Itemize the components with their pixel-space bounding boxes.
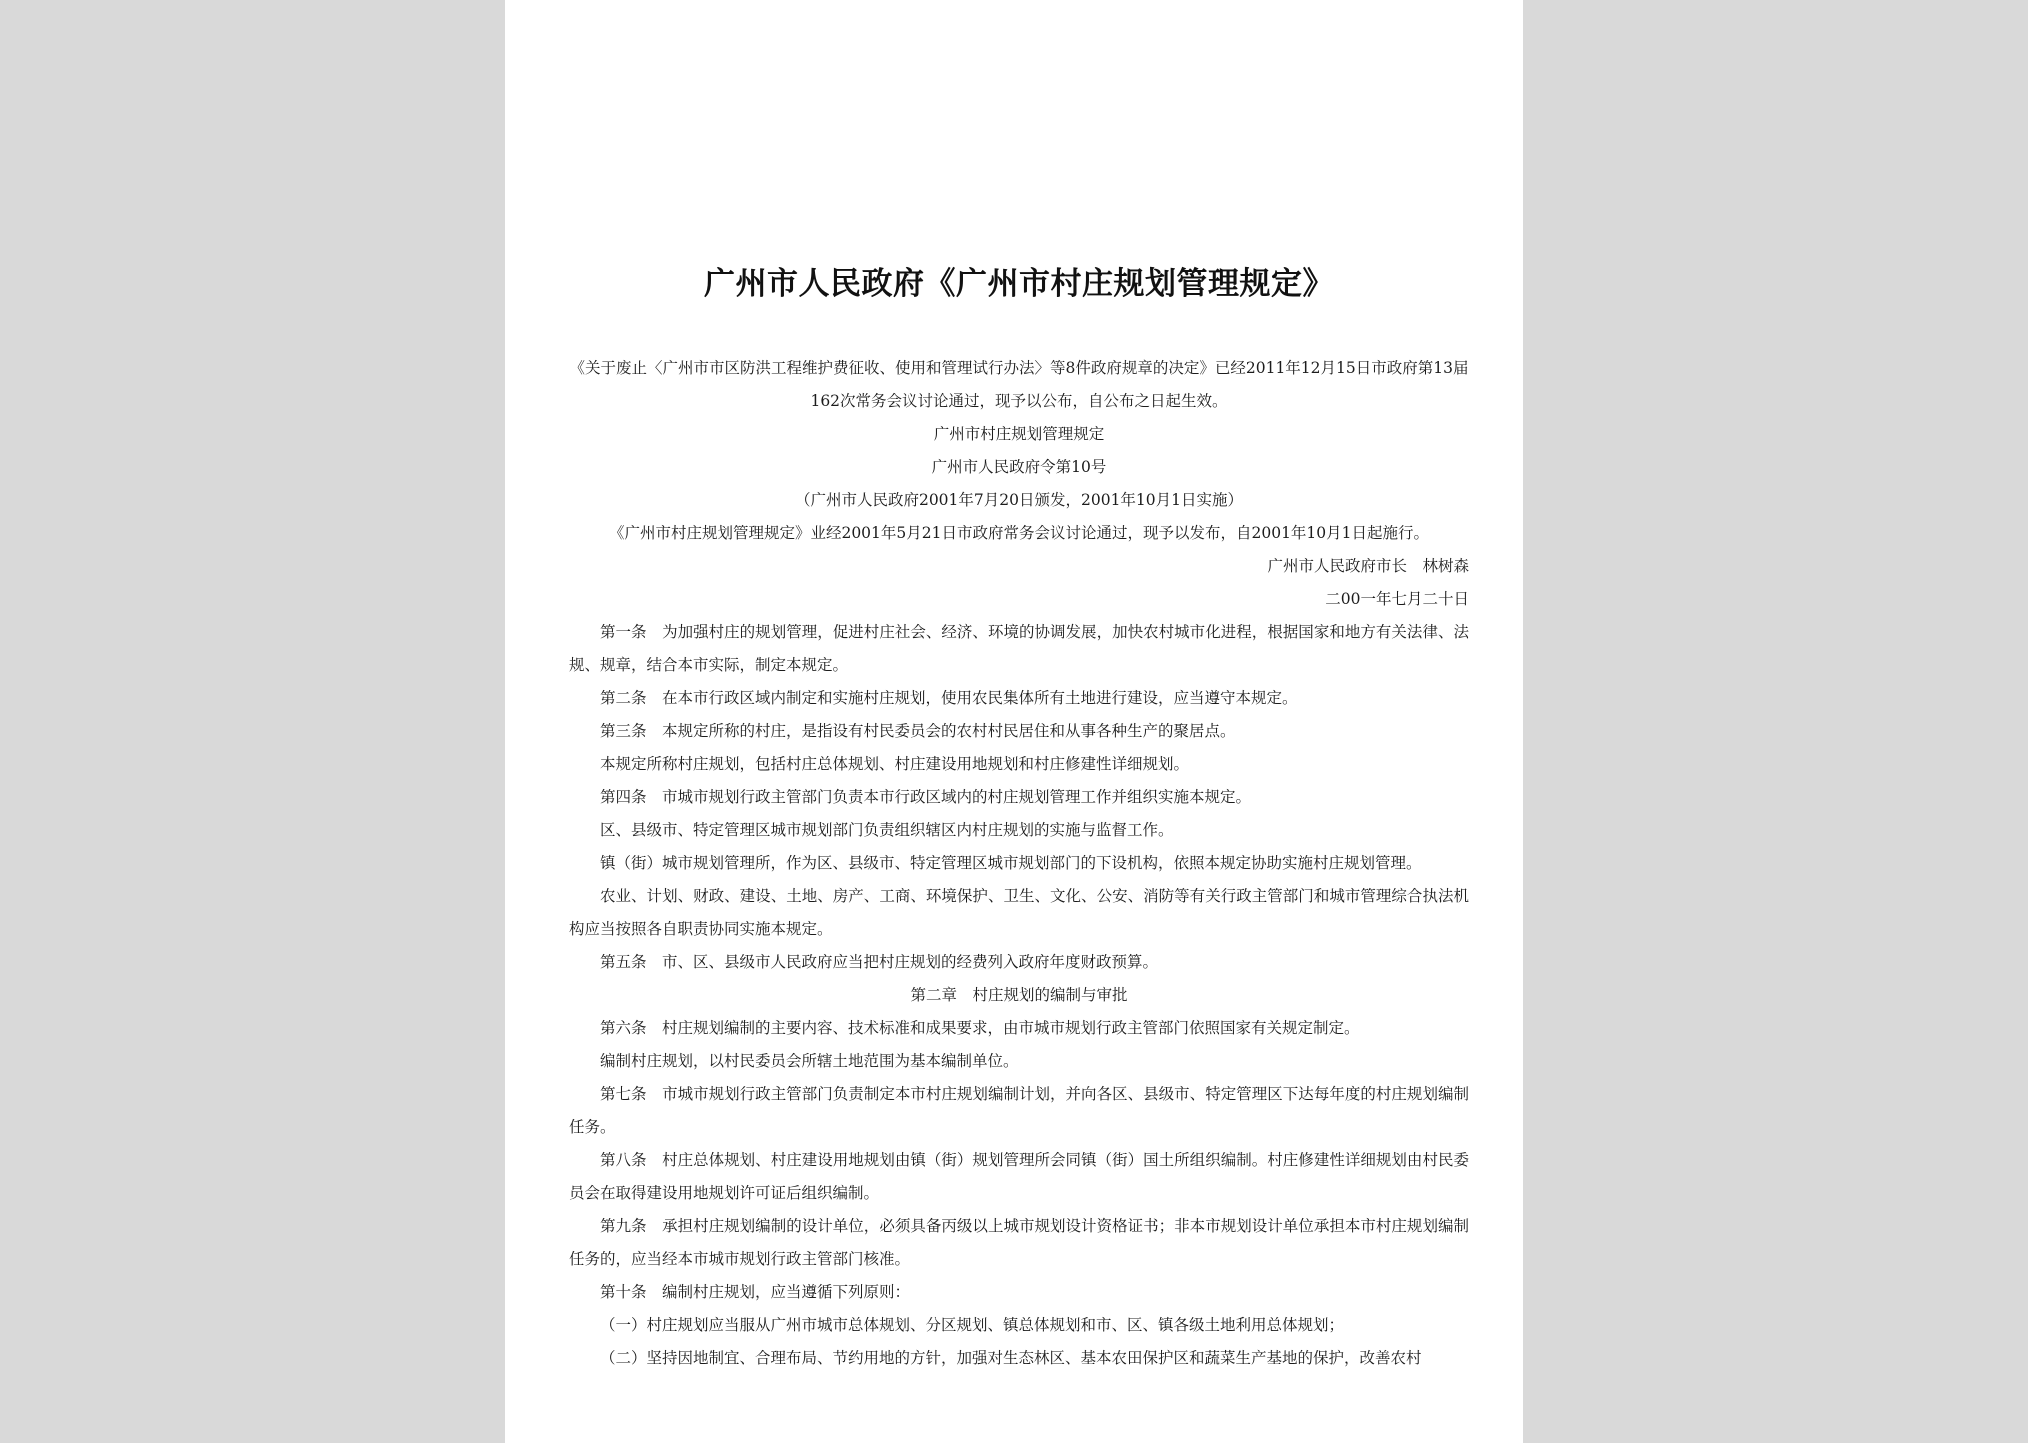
article-paragraph: （一）村庄规划应当服从广州市城市总体规划、分区规划、镇总体规划和市、区、镇各级土地利用总体规划； [600,1316,1345,1334]
promulgation-paragraph: 《广州市村庄规划管理规定》业经2001年5月21日市政府常务会议讨论通过，现予以发布，自2001年10月1日起施行。 [608,524,1430,542]
document-page [505,0,1523,1443]
article-paragraph: 第九条 承担村庄规划编制的设计单位，必须具备丙级以上城市规划设计资格证书；非本市规划设计单位承担本市村庄规划编制任务的，应当经本市城市规划行政主管部门核准。 [569,1217,1469,1268]
article-paragraph: 镇（街）城市规划管理所，作为区、县级市、特定管理区城市规划部门的下设机构，依照本规定协助实施村庄规划管理。 [600,854,1422,872]
chapter-heading: 第二章 村庄规划的编制与审批 [910,986,1128,1004]
article-paragraph: 第十条 编制村庄规划，应当遵循下列原则： [600,1283,911,1301]
signing-date: 二00一年七月二十日 [1325,590,1469,608]
document-body [569,352,1469,1375]
article-paragraph: 编制村庄规划，以村民委员会所辖土地范围为基本编制单位。 [600,1052,1019,1070]
decree-number: 广州市人民政府令第10号 [931,458,1107,476]
document-title: 广州市人民政府《广州市村庄规划管理规定》 [704,266,1334,302]
article-paragraph: 第七条 市城市规划行政主管部门负责制定本市村庄规划编制计划，并向各区、县级市、特定管理区下达每年度的村庄规划编制任务。 [569,1085,1469,1136]
issue-date-note: （广州市人民政府2001年7月20日颁发，2001年10月1日实施） [794,491,1244,509]
article-paragraph: 农业、计划、财政、建设、土地、房产、工商、环境保护、卫生、文化、公安、消防等有关行政主管部门和城市管理综合执法机构应当按照各自职责协同实施本规定。 [569,887,1469,938]
article-paragraph: 第二条 在本市行政区域内制定和实施村庄规划，使用农民集体所有土地进行建设，应当遵守本规定。 [600,689,1298,707]
article-paragraph: 第六条 村庄规划编制的主要内容、技术标准和成果要求，由市城市规划行政主管部门依照国家有关规定制定。 [600,1019,1360,1037]
article-paragraph: （二）坚持因地制宜、合理布局、节约用地的方针，加强对生态林区、基本农田保护区和蔬菜生产基地的保护，改善农村 [600,1349,1422,1367]
preamble-paragraph: 《关于废止〈广州市市区防洪工程维护费征收、使用和管理试行办法〉等8件政府规章的决定》已经2011年12月15日市政府第13届162次常务会议讨论通过，现予以公布，自公布之日起生效。 [569,359,1469,410]
article-paragraph: 第四条 市城市规划行政主管部门负责本市行政区域内的村庄规划管理工作并组织实施本规定。 [600,788,1252,806]
article-paragraph: 第五条 市、区、县级市人民政府应当把村庄规划的经费列入政府年度财政预算。 [600,953,1159,971]
article-paragraph: 区、县级市、特定管理区城市规划部门负责组织辖区内村庄规划的实施与监督工作。 [600,821,1174,839]
signatory: 广州市人民政府市长 林树森 [1267,557,1469,575]
article-paragraph: 第八条 村庄总体规划、村庄建设用地规划由镇（街）规划管理所会同镇（街）国土所组织编制。村庄修建性详细规划由村民委员会在取得建设用地规划许可证后组织编制。 [569,1151,1469,1202]
article-paragraph: 第一条 为加强村庄的规划管理，促进村庄社会、经济、环境的协调发展，加快农村城市化进程，根据国家和地方有关法律、法规、规章，结合本市实际，制定本规定。 [569,623,1469,674]
regulation-name: 广州市村庄规划管理规定 [933,425,1105,443]
article-paragraph: 第三条 本规定所称的村庄，是指设有村民委员会的农村村民居住和从事各种生产的聚居点。 [600,722,1236,740]
article-paragraph: 本规定所称村庄规划，包括村庄总体规划、村庄建设用地规划和村庄修建性详细规划。 [600,755,1190,773]
